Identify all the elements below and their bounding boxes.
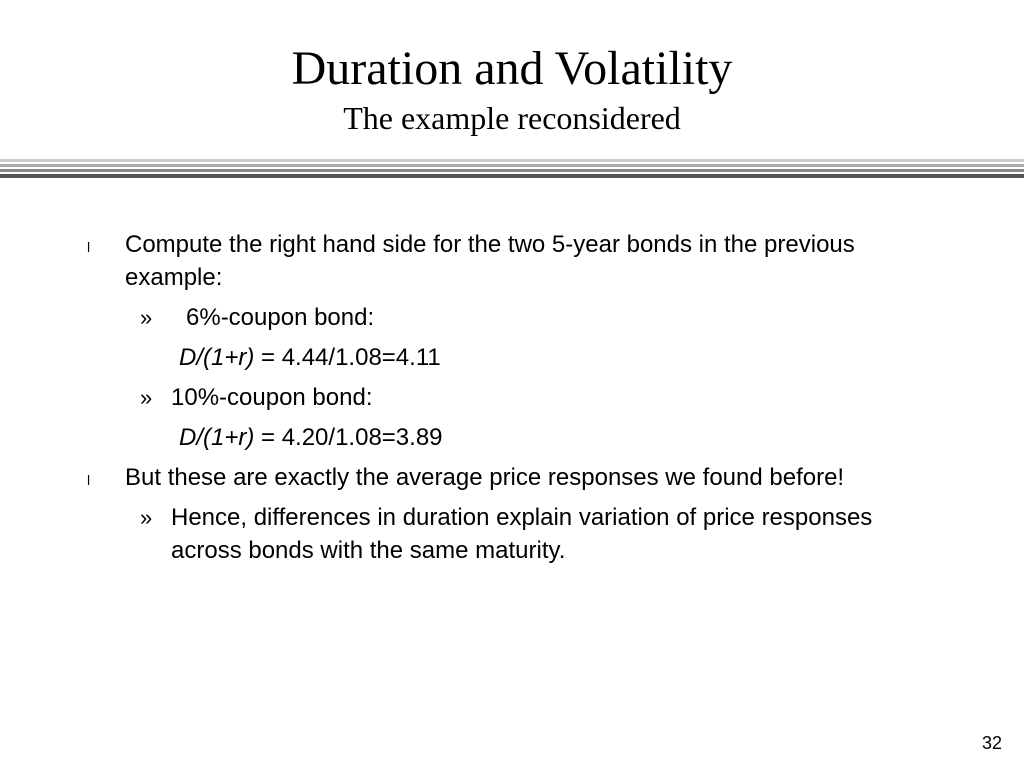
sub-bullet-marker: »	[140, 385, 153, 410]
sub-bullet-marker: »	[140, 505, 153, 530]
formula-line	[179, 421, 1024, 454]
title-rule-4	[0, 174, 1024, 178]
slide-subtitle: The example reconsidered	[343, 100, 681, 136]
bullet-item	[0, 461, 1024, 494]
sub-bullet-marker: »	[140, 305, 153, 330]
slide-title: Duration and Volatility	[291, 42, 733, 95]
sub-bullet-item	[0, 301, 1024, 334]
formula-variable: D/(1+r)	[179, 424, 255, 451]
spacer	[0, 294, 1024, 301]
spacer	[0, 494, 1024, 501]
bullet-text: But these are exactly the average price responses we found before!	[125, 464, 845, 491]
bullet-text: Compute the right hand side for the two 5-year bonds in the previous example:	[125, 231, 855, 291]
page-number: 32	[981, 733, 1002, 753]
sub-bullet-text: 10%-coupon bond:	[171, 384, 373, 411]
bullet-item	[0, 228, 1024, 294]
spacer	[0, 334, 1024, 341]
formula-variable: D/(1+r)	[179, 344, 255, 371]
sub-bullet-text: Hence, differences in duration explain variation of price responses across bonds with the same maturity.	[171, 504, 873, 564]
slide-content	[0, 228, 1024, 567]
sub-bullet-item	[0, 381, 1024, 414]
formula-value: = 4.44/1.08=4.11	[254, 344, 441, 371]
spacer	[0, 374, 1024, 381]
title-rule-2	[0, 164, 1024, 167]
title-rule-1	[0, 159, 1024, 162]
formula-value: = 4.20/1.08=3.89	[254, 424, 443, 451]
bullet-marker: l	[87, 239, 91, 255]
sub-bullet-text: 6%-coupon bond:	[186, 304, 375, 331]
title-block	[0, 40, 1024, 138]
spacer	[0, 414, 1024, 421]
title-rule-3	[0, 169, 1024, 172]
formula-line	[179, 341, 1024, 374]
spacer	[0, 454, 1024, 461]
bullet-marker: l	[87, 472, 91, 488]
sub-bullet-item	[0, 501, 1024, 567]
